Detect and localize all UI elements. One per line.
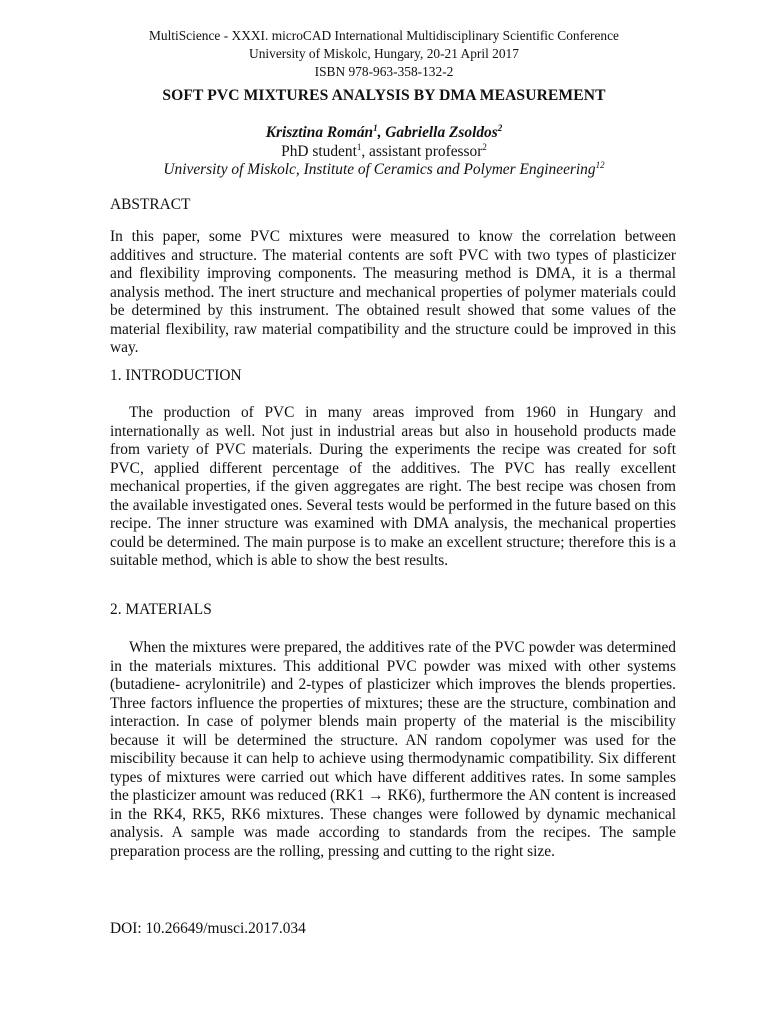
conference-name: MultiScience - XXXI. microCAD International Multidisciplinary Scientific Conference	[148, 28, 620, 43]
author-1-sup: 1	[373, 122, 378, 133]
author-2: Gabriella Zsoldos	[385, 124, 498, 141]
role-1-sup: 1	[356, 141, 362, 152]
introduction-text: The production of PVC in many areas improved from 1960 in Hungary and internationally as well. Not just in industrial areas but also in household products made from variety of PVC materials. During the experiments the recipe was created for soft PVC, applied different percentage of the additives. The PVC has really excellent mechanical properties, if the given aggregates are right. The best recipe was chosen from the available investigated ones. Several tests would be performed in the future based on this recipe. The inner structure was examined with DMA analysis, the mechanical properties could be determined. The main purpose is to make an excellent structure; therefore this is a suitable method, which is able to show the best results.	[110, 404, 676, 569]
conference-location: University of Miskolc, Hungary, 20-21 April 2017	[249, 46, 519, 61]
introduction-heading: 1. INTRODUCTION	[110, 367, 242, 384]
paper-title: SOFT PVC MIXTURES ANALYSIS BY DMA MEASUREMENT	[162, 87, 606, 104]
conference-header	[0, 27, 768, 81]
affiliation-sup: 12	[595, 159, 605, 170]
doi-footer: DOI: 10.26649/musci.2017.034	[110, 920, 306, 937]
role-1: PhD student	[281, 142, 357, 160]
author-affiliation	[0, 161, 768, 180]
role-2: , assistant professor	[361, 142, 483, 160]
role-2-sup: 2	[482, 141, 487, 152]
conference-isbn: ISBN 978-963-358-132-2	[314, 64, 454, 79]
author-2-sup: 2	[497, 122, 503, 133]
affiliation-text: University of Miskolc, Institute of Ceramics and Polymer Engineering	[163, 161, 596, 178]
author-names	[0, 124, 768, 143]
author-roles	[0, 143, 768, 162]
abstract-text: In this paper, some PVC mixtures were measured to know the correlation between additives and structure. The material contents are soft PVC with two types of plasticizer and flexibility improving components. The measuring method is DMA, it is a thermal analysis method. The inert structure and mechanical properties of polymer materials could be determined by this instrument. The obtained result showed that some values of the material flexibility, raw material compatibility and the structure could be improved in this way.	[110, 228, 676, 356]
author-1: Krisztina Román	[265, 124, 374, 141]
author-block	[0, 124, 768, 180]
author-separator: ,	[377, 124, 386, 141]
materials-text: When the mixtures were prepared, the additives rate of the PVC powder was determined in the materials mixtures. This additional PVC powder was mixed with other systems (butadiene- acrylonitrile) and 2-types of plasticizer which improves the blends properties. Three factors influence the properties of mixtures; these are the structure, combination and interaction. In case of polymer blends main property of the material is the miscibility because it will be determined the structure. AN random copolymer was used for the miscibility because it can help to achieve using thermodynamic compatibility. Six different types of mixtures were carried out which have different additives rates. In some samples the plasticizer amount was reduced (RK1 → RK6), furthermore the AN content is increased in the RK4, RK5, RK6 mixtures. These changes were followed by dynamic mechanical analysis. A sample was made according to standards from the recipes. The sample preparation process are the rolling, pressing and cutting to the right size.	[110, 639, 676, 860]
abstract-heading: ABSTRACT	[110, 196, 191, 213]
materials-heading: 2. MATERIALS	[110, 601, 212, 618]
